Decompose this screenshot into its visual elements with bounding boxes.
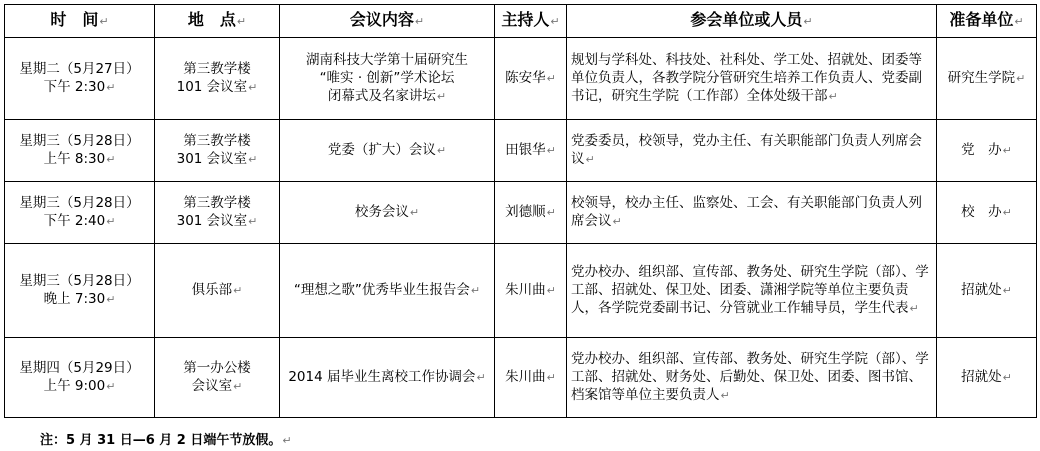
paragraph-mark: ↵ (106, 215, 116, 228)
location-cell-line: 第三教学楼 (183, 133, 251, 149)
prep-unit-cell: 招就处↵ (937, 338, 1037, 418)
content-cell-line: 2014 届毕业生离校工作协调会↵ (288, 369, 486, 385)
table-row (5, 38, 1037, 120)
paragraph-mark: ↵ (546, 72, 556, 85)
prep-unit-cell: 党 办↵ (937, 120, 1037, 182)
content-cell-line: “理想之歌”优秀毕业生报告会↵ (293, 282, 481, 298)
time-cell (5, 182, 155, 244)
paragraph-mark: ↵ (106, 81, 116, 94)
location-cell (155, 338, 280, 418)
table-row (5, 338, 1037, 418)
attendees-cell: 党办校办、组织部、宣传部、教务处、研究生学院（部）、学工部、招就处、财务处、后勤处、保卫处、团委、图书馆、档案馆等单位主要负责人↵ (567, 338, 937, 418)
time-cell-line: 晚上 7:30↵ (43, 291, 116, 307)
header-prep-unit: 准备单位↵ (937, 5, 1037, 38)
header-time: 时 间↵ (5, 5, 155, 38)
content-cell-line: 湖南科技大学第十届研究生 (306, 52, 468, 68)
location-cell-line: 101 会议室↵ (176, 79, 258, 95)
location-cell-line: 第一办公楼 (183, 360, 251, 376)
attendees-cell: 校领导，校办主任、监察处、工会、有关职能部门负责人列席会议↵ (567, 182, 937, 244)
location-cell-line: 第三教学楼 (183, 61, 251, 77)
header-host: 主持人↵ (495, 5, 567, 38)
content-cell (280, 182, 495, 244)
location-cell-line: 301 会议室↵ (176, 151, 258, 167)
location-cell-line: 第三教学楼 (183, 195, 251, 211)
location-cell (155, 120, 280, 182)
host-cell: 陈安华↵ (495, 38, 567, 120)
paragraph-mark: ↵ (612, 215, 622, 228)
time-cell (5, 120, 155, 182)
footnote: 注：5 月 31 日—6 月 2 日端午节放假。↵ (40, 433, 292, 448)
time-cell-line: 星期三（5月28日） (19, 195, 140, 211)
paragraph-mark: ↵ (546, 284, 556, 297)
paragraph-mark: ↵ (546, 144, 556, 157)
paragraph-mark: ↵ (720, 389, 730, 402)
paragraph-mark: ↵ (470, 284, 481, 297)
paragraph-mark: ↵ (546, 371, 556, 384)
header-attendees: 参会单位或人员↵ (567, 5, 937, 38)
paragraph-mark: ↵ (106, 380, 116, 393)
time-cell-line: 下午 2:40↵ (43, 213, 116, 229)
paragraph-mark: ↵ (248, 215, 258, 228)
time-cell (5, 244, 155, 338)
time-cell-line: 星期三（5月28日） (19, 273, 140, 289)
host-cell: 朱川曲↵ (495, 338, 567, 418)
paragraph-mark: ↵ (436, 90, 447, 103)
time-cell-line: 上午 9:00↵ (43, 378, 116, 394)
table-row (5, 244, 1037, 338)
paragraph-mark: ↵ (546, 206, 556, 219)
content-cell-line: 党委（扩大）会议↵ (327, 142, 447, 158)
paragraph-mark: ↵ (106, 153, 116, 166)
paragraph-mark: ↵ (585, 153, 595, 166)
paragraph-mark: ↵ (1002, 371, 1012, 384)
location-cell-line: 会议室↵ (191, 378, 243, 394)
host-cell: 刘德顺↵ (495, 182, 567, 244)
time-cell-line: 星期四（5月29日） (19, 360, 140, 376)
location-cell-line: 俱乐部↵ (191, 282, 243, 298)
table-row (5, 120, 1037, 182)
attendees-cell: 党委委员，校领导，党办主任、有关职能部门负责人列席会议↵ (567, 120, 937, 182)
table-row (5, 182, 1037, 244)
prep-unit-cell: 校 办↵ (937, 182, 1037, 244)
paragraph-mark: ↵ (828, 90, 838, 103)
header-content: 会议内容↵ (280, 5, 495, 38)
meeting-schedule-table (4, 4, 1037, 418)
location-cell (155, 38, 280, 120)
host-cell: 朱川曲↵ (495, 244, 567, 338)
content-cell (280, 120, 495, 182)
location-cell-line: 301 会议室↵ (176, 213, 258, 229)
paragraph-mark: ↵ (1016, 72, 1026, 85)
paragraph-mark: ↵ (476, 371, 486, 384)
table-header-row (5, 5, 1037, 38)
paragraph-mark: ↵ (248, 81, 258, 94)
content-cell (280, 38, 495, 120)
location-cell (155, 244, 280, 338)
prep-unit-cell: 研究生学院↵ (937, 38, 1037, 120)
time-cell (5, 338, 155, 418)
time-cell-line: 上午 8:30↵ (43, 151, 116, 167)
time-cell (5, 38, 155, 120)
paragraph-mark: ↵ (1002, 206, 1012, 219)
prep-unit-cell: 招就处↵ (937, 244, 1037, 338)
attendees-cell: 党办校办、组织部、宣传部、教务处、研究生学院（部）、学工部、招就处、保卫处、团委、潇湘学院等单位主要负责人，各学院党委副书记、分管就业工作辅导员，学生代表↵ (567, 244, 937, 338)
paragraph-mark: ↵ (409, 206, 420, 219)
attendees-cell: 规划与学科处、科技处、社科处、学工处、招就处、团委等单位负责人，各教学院分管研究生培养工作负责人、党委副书记，研究生学院（工作部）全体处级干部↵ (567, 38, 937, 120)
content-cell (280, 244, 495, 338)
paragraph-mark: ↵ (233, 284, 243, 297)
time-cell-line: 星期三（5月28日） (19, 133, 140, 149)
header-location: 地 点↵ (155, 5, 280, 38)
content-cell-line: 校务会议↵ (354, 204, 420, 220)
content-cell-line: 闭幕式及名家讲坛↵ (327, 88, 447, 104)
time-cell-line: 下午 2:30↵ (43, 79, 116, 95)
content-cell (280, 338, 495, 418)
paragraph-mark: ↵ (1002, 144, 1012, 157)
content-cell-line: “唯实 · 创新”学术论坛 (319, 70, 455, 86)
paragraph-mark: ↵ (106, 293, 116, 306)
time-cell-line: 星期二（5月27日） (19, 61, 140, 77)
paragraph-mark: ↵ (1002, 284, 1012, 297)
paragraph-mark: ↵ (436, 144, 447, 157)
paragraph-mark: ↵ (248, 153, 258, 166)
host-cell: 田银华↵ (495, 120, 567, 182)
paragraph-mark: ↵ (909, 302, 919, 315)
paragraph-mark: ↵ (233, 380, 243, 393)
location-cell (155, 182, 280, 244)
